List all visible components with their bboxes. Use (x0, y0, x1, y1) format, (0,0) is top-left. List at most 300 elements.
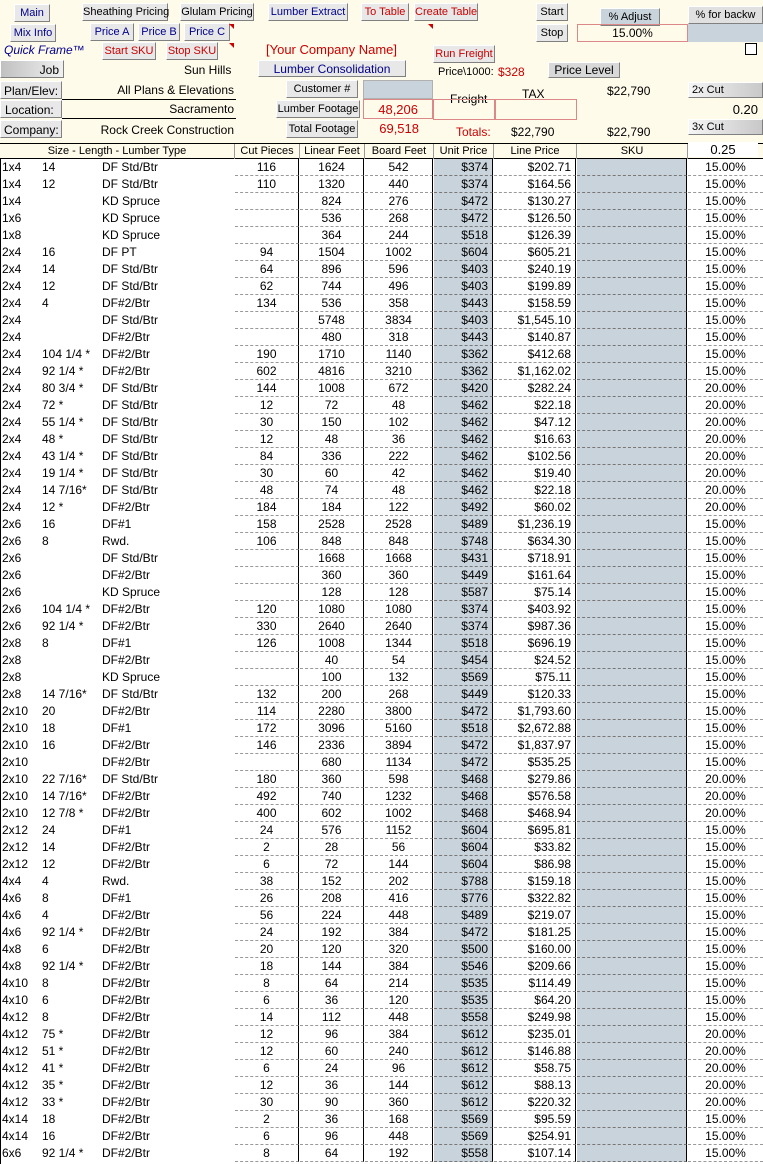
cell-unit-price[interactable]: $468 (434, 805, 493, 822)
cell-board-feet[interactable]: 168 (365, 1111, 433, 1128)
cell-unit-price[interactable]: $500 (434, 941, 493, 958)
cell-pct[interactable]: 20.00% (688, 414, 763, 431)
cell-pct[interactable]: 20.00% (688, 805, 763, 822)
cell-cut-pieces[interactable]: 18 (235, 958, 299, 975)
cell-linear-feet[interactable]: 96 (300, 1026, 364, 1043)
stop-button[interactable]: Stop (536, 24, 568, 42)
cell-board-feet[interactable]: 192 (365, 1145, 433, 1162)
cell-linear-feet[interactable]: 360 (300, 567, 364, 584)
cell-unit-price[interactable]: $472 (434, 924, 493, 941)
cell-unit-price[interactable]: $604 (434, 839, 493, 856)
price-b-button[interactable]: Price B (138, 23, 180, 41)
cell-cut-pieces[interactable]: 144 (235, 380, 299, 397)
cell-unit-price[interactable]: $558 (434, 1145, 493, 1162)
cell-unit-price[interactable]: $468 (434, 788, 493, 805)
cell-cut-pieces[interactable]: 110 (235, 176, 299, 193)
cell-pct[interactable]: 20.00% (688, 1077, 763, 1094)
customer-field[interactable] (363, 80, 433, 99)
cell-cut-pieces[interactable]: 84 (235, 448, 299, 465)
cell-board-feet[interactable]: 96 (365, 1060, 433, 1077)
cell-unit-price[interactable]: $612 (434, 1077, 493, 1094)
cell-cut-pieces[interactable]: 20 (235, 941, 299, 958)
cell-cut-pieces[interactable]: 12 (235, 1043, 299, 1060)
cell-pct[interactable]: 15.00% (688, 1111, 763, 1128)
cell-unit-price[interactable]: $449 (434, 567, 493, 584)
cell-sku[interactable] (577, 329, 687, 346)
cell-unit-price[interactable]: $612 (434, 1060, 493, 1077)
cell-board-feet[interactable]: 672 (365, 380, 433, 397)
cell-linear-feet[interactable]: 208 (300, 890, 364, 907)
cell-cut-pieces[interactable]: 8 (235, 1145, 299, 1162)
cell-unit-price[interactable]: $403 (434, 278, 493, 295)
cell-cut-pieces[interactable] (235, 669, 299, 686)
cell-linear-feet[interactable]: 5748 (300, 312, 364, 329)
cell-sku[interactable] (577, 1128, 687, 1145)
cell-linear-feet[interactable]: 28 (300, 839, 364, 856)
cell-cut-pieces[interactable]: 400 (235, 805, 299, 822)
cell-sku[interactable] (577, 720, 687, 737)
cell-linear-feet[interactable]: 144 (300, 958, 364, 975)
cell-unit-price[interactable]: $374 (434, 618, 493, 635)
cell-pct[interactable]: 15.00% (688, 941, 763, 958)
cell-sku[interactable] (577, 210, 687, 227)
cell-linear-feet[interactable]: 72 (300, 856, 364, 873)
cell-cut-pieces[interactable]: 6 (235, 856, 299, 873)
cell-linear-feet[interactable]: 2640 (300, 618, 364, 635)
cell-unit-price[interactable]: $776 (434, 890, 493, 907)
cell-linear-feet[interactable]: 364 (300, 227, 364, 244)
cell-linear-feet[interactable]: 36 (300, 1077, 364, 1094)
cell-sku[interactable] (577, 890, 687, 907)
cell-board-feet[interactable]: 56 (365, 839, 433, 856)
cell-cut-pieces[interactable]: 38 (235, 873, 299, 890)
cell-unit-price[interactable]: $518 (434, 227, 493, 244)
cell-board-feet[interactable]: 384 (365, 924, 433, 941)
cell-cut-pieces[interactable]: 24 (235, 924, 299, 941)
cell-board-feet[interactable]: 1668 (365, 550, 433, 567)
cell-pct[interactable]: 15.00% (688, 227, 763, 244)
pct-backw-field[interactable] (688, 24, 763, 42)
cell-linear-feet[interactable]: 100 (300, 669, 364, 686)
cell-sku[interactable] (577, 1009, 687, 1026)
option-checkbox[interactable] (745, 43, 757, 55)
cell-sku[interactable] (577, 873, 687, 890)
cell-pct[interactable]: 15.00% (688, 924, 763, 941)
cell-pct[interactable]: 15.00% (688, 754, 763, 771)
cell-sku[interactable] (577, 414, 687, 431)
cell-board-feet[interactable]: 2528 (365, 516, 433, 533)
cell-board-feet[interactable]: 132 (365, 669, 433, 686)
sheathing-pricing-button[interactable]: Sheathing Pricing (82, 3, 168, 21)
cell-cut-pieces[interactable] (235, 227, 299, 244)
tax-field[interactable] (495, 99, 577, 120)
cell-linear-feet[interactable]: 48 (300, 431, 364, 448)
cell-board-feet[interactable]: 54 (365, 652, 433, 669)
cell-cut-pieces[interactable]: 126 (235, 635, 299, 652)
cell-linear-feet[interactable]: 60 (300, 465, 364, 482)
cell-sku[interactable] (577, 516, 687, 533)
cell-cut-pieces[interactable] (235, 550, 299, 567)
cell-linear-feet[interactable]: 740 (300, 788, 364, 805)
cell-unit-price[interactable]: $472 (434, 703, 493, 720)
cell-cut-pieces[interactable]: 6 (235, 992, 299, 1009)
cell-sku[interactable] (577, 159, 687, 176)
cell-board-feet[interactable]: 3800 (365, 703, 433, 720)
cell-linear-feet[interactable]: 1320 (300, 176, 364, 193)
cell-unit-price[interactable]: $462 (434, 414, 493, 431)
cell-pct[interactable]: 15.00% (688, 567, 763, 584)
mix-info-button[interactable]: Mix Info (10, 24, 56, 42)
cell-cut-pieces[interactable]: 14 (235, 1009, 299, 1026)
cell-sku[interactable] (577, 822, 687, 839)
cell-unit-price[interactable]: $748 (434, 533, 493, 550)
cell-unit-price[interactable]: $518 (434, 720, 493, 737)
lumber-consolidation-button[interactable]: Lumber Consolidation (258, 60, 406, 77)
cell-pct[interactable]: 15.00% (688, 686, 763, 703)
cell-pct[interactable]: 15.00% (688, 635, 763, 652)
cell-sku[interactable] (577, 227, 687, 244)
cell-unit-price[interactable]: $604 (434, 244, 493, 261)
cell-board-feet[interactable]: 102 (365, 414, 433, 431)
cell-board-feet[interactable]: 214 (365, 975, 433, 992)
cell-cut-pieces[interactable] (235, 329, 299, 346)
price-a-button[interactable]: Price A (90, 23, 134, 41)
cell-pct[interactable]: 15.00% (688, 533, 763, 550)
cell-board-feet[interactable]: 448 (365, 907, 433, 924)
cell-sku[interactable] (577, 567, 687, 584)
cell-board-feet[interactable]: 384 (365, 958, 433, 975)
cell-unit-price[interactable]: $569 (434, 1128, 493, 1145)
cell-linear-feet[interactable]: 1504 (300, 244, 364, 261)
cell-board-feet[interactable]: 202 (365, 873, 433, 890)
cell-board-feet[interactable]: 42 (365, 465, 433, 482)
cell-board-feet[interactable]: 1232 (365, 788, 433, 805)
cell-unit-price[interactable]: $604 (434, 856, 493, 873)
cell-pct[interactable]: 15.00% (688, 669, 763, 686)
cell-cut-pieces[interactable]: 12 (235, 1077, 299, 1094)
cell-cut-pieces[interactable]: 30 (235, 414, 299, 431)
cell-pct[interactable]: 15.00% (688, 890, 763, 907)
cell-board-feet[interactable]: 360 (365, 1094, 433, 1111)
cell-board-feet[interactable]: 1344 (365, 635, 433, 652)
main-button[interactable]: Main (14, 4, 50, 22)
cell-pct[interactable]: 15.00% (688, 584, 763, 601)
cell-unit-price[interactable]: $546 (434, 958, 493, 975)
cell-board-feet[interactable]: 48 (365, 482, 433, 499)
cell-unit-price[interactable]: $454 (434, 652, 493, 669)
cell-cut-pieces[interactable]: 106 (235, 533, 299, 550)
cell-unit-price[interactable]: $558 (434, 1009, 493, 1026)
cell-cut-pieces[interactable]: 120 (235, 601, 299, 618)
cell-cut-pieces[interactable]: 64 (235, 261, 299, 278)
cell-unit-price[interactable]: $472 (434, 210, 493, 227)
location-value[interactable]: Sacramento (62, 100, 236, 119)
cell-linear-feet[interactable]: 1668 (300, 550, 364, 567)
cell-linear-feet[interactable]: 536 (300, 210, 364, 227)
cell-cut-pieces[interactable]: 146 (235, 737, 299, 754)
cell-unit-price[interactable]: $518 (434, 635, 493, 652)
cell-sku[interactable] (577, 278, 687, 295)
cell-cut-pieces[interactable]: 184 (235, 499, 299, 516)
cell-board-feet[interactable]: 360 (365, 567, 433, 584)
cell-linear-feet[interactable]: 184 (300, 499, 364, 516)
cell-board-feet[interactable]: 1152 (365, 822, 433, 839)
cell-cut-pieces[interactable] (235, 584, 299, 601)
cut3x-value[interactable]: 0.25 (688, 142, 758, 157)
cell-pct[interactable]: 15.00% (688, 261, 763, 278)
cell-sku[interactable] (577, 380, 687, 397)
cell-pct[interactable]: 15.00% (688, 737, 763, 754)
cell-board-feet[interactable]: 542 (365, 159, 433, 176)
cell-board-feet[interactable]: 36 (365, 431, 433, 448)
cell-linear-feet[interactable]: 1624 (300, 159, 364, 176)
cell-pct[interactable]: 15.00% (688, 856, 763, 873)
cell-board-feet[interactable]: 268 (365, 210, 433, 227)
cell-cut-pieces[interactable]: 6 (235, 1060, 299, 1077)
cell-cut-pieces[interactable]: 180 (235, 771, 299, 788)
cell-linear-feet[interactable]: 3096 (300, 720, 364, 737)
start-button[interactable]: Start (536, 3, 568, 21)
cell-unit-price[interactable]: $374 (434, 601, 493, 618)
cell-board-feet[interactable]: 1002 (365, 244, 433, 261)
cell-linear-feet[interactable]: 36 (300, 1111, 364, 1128)
cell-linear-feet[interactable]: 1008 (300, 380, 364, 397)
cell-pct[interactable]: 20.00% (688, 788, 763, 805)
cell-pct[interactable]: 15.00% (688, 550, 763, 567)
cell-cut-pieces[interactable]: 114 (235, 703, 299, 720)
cell-sku[interactable] (577, 1094, 687, 1111)
cell-sku[interactable] (577, 992, 687, 1009)
cell-linear-feet[interactable]: 576 (300, 822, 364, 839)
cell-unit-price[interactable]: $492 (434, 499, 493, 516)
cell-unit-price[interactable]: $569 (434, 669, 493, 686)
create-table-button[interactable]: Create Table (414, 3, 478, 21)
cell-cut-pieces[interactable]: 6 (235, 1128, 299, 1145)
cell-board-feet[interactable]: 448 (365, 1128, 433, 1145)
cell-cut-pieces[interactable]: 190 (235, 346, 299, 363)
cell-pct[interactable]: 15.00% (688, 193, 763, 210)
cell-board-feet[interactable]: 848 (365, 533, 433, 550)
cell-linear-feet[interactable]: 1710 (300, 346, 364, 363)
cell-pct[interactable]: 15.00% (688, 278, 763, 295)
cell-sku[interactable] (577, 975, 687, 992)
cell-linear-feet[interactable]: 72 (300, 397, 364, 414)
cell-pct[interactable]: 15.00% (688, 618, 763, 635)
cell-sku[interactable] (577, 958, 687, 975)
cell-linear-feet[interactable]: 112 (300, 1009, 364, 1026)
cell-sku[interactable] (577, 550, 687, 567)
cell-unit-price[interactable]: $374 (434, 159, 493, 176)
cell-cut-pieces[interactable]: 56 (235, 907, 299, 924)
cell-pct[interactable]: 20.00% (688, 431, 763, 448)
cell-linear-feet[interactable]: 64 (300, 975, 364, 992)
stop-sku-button[interactable]: Stop SKU (166, 42, 218, 60)
cell-board-feet[interactable]: 122 (365, 499, 433, 516)
cell-cut-pieces[interactable] (235, 567, 299, 584)
cell-sku[interactable] (577, 635, 687, 652)
cell-cut-pieces[interactable] (235, 193, 299, 210)
pct-adjust-value[interactable]: 15.00% (577, 24, 688, 42)
cell-sku[interactable] (577, 448, 687, 465)
cell-sku[interactable] (577, 312, 687, 329)
cell-pct[interactable]: 20.00% (688, 771, 763, 788)
cell-linear-feet[interactable]: 128 (300, 584, 364, 601)
cell-sku[interactable] (577, 465, 687, 482)
cell-linear-feet[interactable]: 1008 (300, 635, 364, 652)
cell-pct[interactable]: 20.00% (688, 1094, 763, 1111)
cell-cut-pieces[interactable]: 12 (235, 431, 299, 448)
cell-unit-price[interactable]: $612 (434, 1026, 493, 1043)
cell-pct[interactable]: 15.00% (688, 312, 763, 329)
cell-sku[interactable] (577, 1043, 687, 1060)
cell-linear-feet[interactable]: 120 (300, 941, 364, 958)
cell-pct[interactable]: 20.00% (688, 1026, 763, 1043)
cell-sku[interactable] (577, 499, 687, 516)
cell-sku[interactable] (577, 805, 687, 822)
cell-unit-price[interactable]: $449 (434, 686, 493, 703)
cell-unit-price[interactable]: $587 (434, 584, 493, 601)
cell-unit-price[interactable]: $612 (434, 1094, 493, 1111)
cell-unit-price[interactable]: $472 (434, 737, 493, 754)
cell-cut-pieces[interactable]: 12 (235, 397, 299, 414)
cell-board-feet[interactable]: 1140 (365, 346, 433, 363)
cell-linear-feet[interactable]: 336 (300, 448, 364, 465)
cell-unit-price[interactable]: $569 (434, 1111, 493, 1128)
cell-sku[interactable] (577, 584, 687, 601)
cell-board-feet[interactable]: 1002 (365, 805, 433, 822)
cell-board-feet[interactable]: 2640 (365, 618, 433, 635)
cell-pct[interactable]: 15.00% (688, 210, 763, 227)
cell-cut-pieces[interactable]: 172 (235, 720, 299, 737)
cell-board-feet[interactable]: 320 (365, 941, 433, 958)
cell-sku[interactable] (577, 363, 687, 380)
cell-linear-feet[interactable]: 848 (300, 533, 364, 550)
cell-cut-pieces[interactable]: 48 (235, 482, 299, 499)
cell-cut-pieces[interactable]: 24 (235, 822, 299, 839)
cell-cut-pieces[interactable]: 134 (235, 295, 299, 312)
cell-pct[interactable]: 20.00% (688, 1060, 763, 1077)
cell-sku[interactable] (577, 346, 687, 363)
cell-sku[interactable] (577, 1026, 687, 1043)
cell-pct[interactable]: 15.00% (688, 822, 763, 839)
cell-sku[interactable] (577, 176, 687, 193)
cell-unit-price[interactable]: $468 (434, 771, 493, 788)
cell-pct[interactable]: 15.00% (688, 873, 763, 890)
cell-linear-feet[interactable]: 96 (300, 1128, 364, 1145)
cell-unit-price[interactable]: $462 (434, 397, 493, 414)
cell-board-feet[interactable]: 448 (365, 1009, 433, 1026)
cell-board-feet[interactable]: 120 (365, 992, 433, 1009)
cell-pct[interactable]: 20.00% (688, 380, 763, 397)
cell-board-feet[interactable]: 596 (365, 261, 433, 278)
cell-linear-feet[interactable]: 200 (300, 686, 364, 703)
cell-pct[interactable]: 15.00% (688, 176, 763, 193)
cut2x-value[interactable]: 0.20 (732, 102, 758, 117)
cell-sku[interactable] (577, 941, 687, 958)
cell-unit-price[interactable]: $788 (434, 873, 493, 890)
cell-sku[interactable] (577, 482, 687, 499)
cell-linear-feet[interactable]: 1080 (300, 601, 364, 618)
cell-unit-price[interactable]: $443 (434, 295, 493, 312)
price-c-button[interactable]: Price C (184, 23, 230, 41)
cell-sku[interactable] (577, 533, 687, 550)
cell-unit-price[interactable]: $489 (434, 907, 493, 924)
cell-pct[interactable]: 15.00% (688, 992, 763, 1009)
cell-pct[interactable]: 15.00% (688, 907, 763, 924)
cell-unit-price[interactable]: $472 (434, 754, 493, 771)
cell-unit-price[interactable]: $462 (434, 431, 493, 448)
cell-pct[interactable]: 15.00% (688, 363, 763, 380)
cell-sku[interactable] (577, 839, 687, 856)
cell-pct[interactable]: 20.00% (688, 482, 763, 499)
cell-linear-feet[interactable]: 480 (300, 329, 364, 346)
cell-board-feet[interactable]: 440 (365, 176, 433, 193)
cell-linear-feet[interactable]: 744 (300, 278, 364, 295)
to-table-button[interactable]: To Table (361, 3, 409, 21)
cell-board-feet[interactable]: 268 (365, 686, 433, 703)
cell-cut-pieces[interactable]: 602 (235, 363, 299, 380)
cell-pct[interactable]: 15.00% (688, 958, 763, 975)
cell-cut-pieces[interactable] (235, 754, 299, 771)
cell-board-feet[interactable]: 1134 (365, 754, 433, 771)
cell-linear-feet[interactable]: 360 (300, 771, 364, 788)
cell-sku[interactable] (577, 1145, 687, 1162)
cell-board-feet[interactable]: 318 (365, 329, 433, 346)
cell-cut-pieces[interactable] (235, 312, 299, 329)
cell-cut-pieces[interactable]: 116 (235, 159, 299, 176)
cell-linear-feet[interactable]: 90 (300, 1094, 364, 1111)
cell-pct[interactable]: 15.00% (688, 244, 763, 261)
cell-cut-pieces[interactable]: 26 (235, 890, 299, 907)
cell-board-feet[interactable]: 598 (365, 771, 433, 788)
cell-sku[interactable] (577, 261, 687, 278)
lumber-extract-button[interactable]: Lumber Extract (268, 3, 348, 21)
cell-board-feet[interactable]: 358 (365, 295, 433, 312)
cell-sku[interactable] (577, 703, 687, 720)
cell-linear-feet[interactable]: 64 (300, 1145, 364, 1162)
cell-board-feet[interactable]: 3894 (365, 737, 433, 754)
cell-board-feet[interactable]: 1080 (365, 601, 433, 618)
cell-unit-price[interactable]: $535 (434, 992, 493, 1009)
cell-sku[interactable] (577, 924, 687, 941)
cell-linear-feet[interactable]: 602 (300, 805, 364, 822)
cell-pct[interactable]: 15.00% (688, 516, 763, 533)
cell-board-feet[interactable]: 144 (365, 1077, 433, 1094)
freight-field[interactable] (433, 99, 495, 120)
cell-sku[interactable] (577, 397, 687, 414)
cell-pct[interactable]: 15.00% (688, 295, 763, 312)
cell-board-feet[interactable]: 222 (365, 448, 433, 465)
cell-unit-price[interactable]: $362 (434, 363, 493, 380)
cell-pct[interactable]: 20.00% (688, 1043, 763, 1060)
cell-pct[interactable]: 15.00% (688, 703, 763, 720)
cell-pct[interactable]: 15.00% (688, 839, 763, 856)
cell-cut-pieces[interactable]: 132 (235, 686, 299, 703)
cell-pct[interactable]: 20.00% (688, 448, 763, 465)
cell-cut-pieces[interactable]: 30 (235, 465, 299, 482)
cell-pct[interactable]: 15.00% (688, 720, 763, 737)
cell-board-feet[interactable]: 3834 (365, 312, 433, 329)
cell-pct[interactable]: 15.00% (688, 1128, 763, 1145)
cell-pct[interactable]: 15.00% (688, 601, 763, 618)
cell-board-feet[interactable]: 5160 (365, 720, 433, 737)
cell-linear-feet[interactable]: 2280 (300, 703, 364, 720)
cell-unit-price[interactable]: $472 (434, 193, 493, 210)
cell-sku[interactable] (577, 907, 687, 924)
cell-pct[interactable]: 15.00% (688, 1145, 763, 1162)
cell-cut-pieces[interactable]: 492 (235, 788, 299, 805)
cell-cut-pieces[interactable]: 158 (235, 516, 299, 533)
